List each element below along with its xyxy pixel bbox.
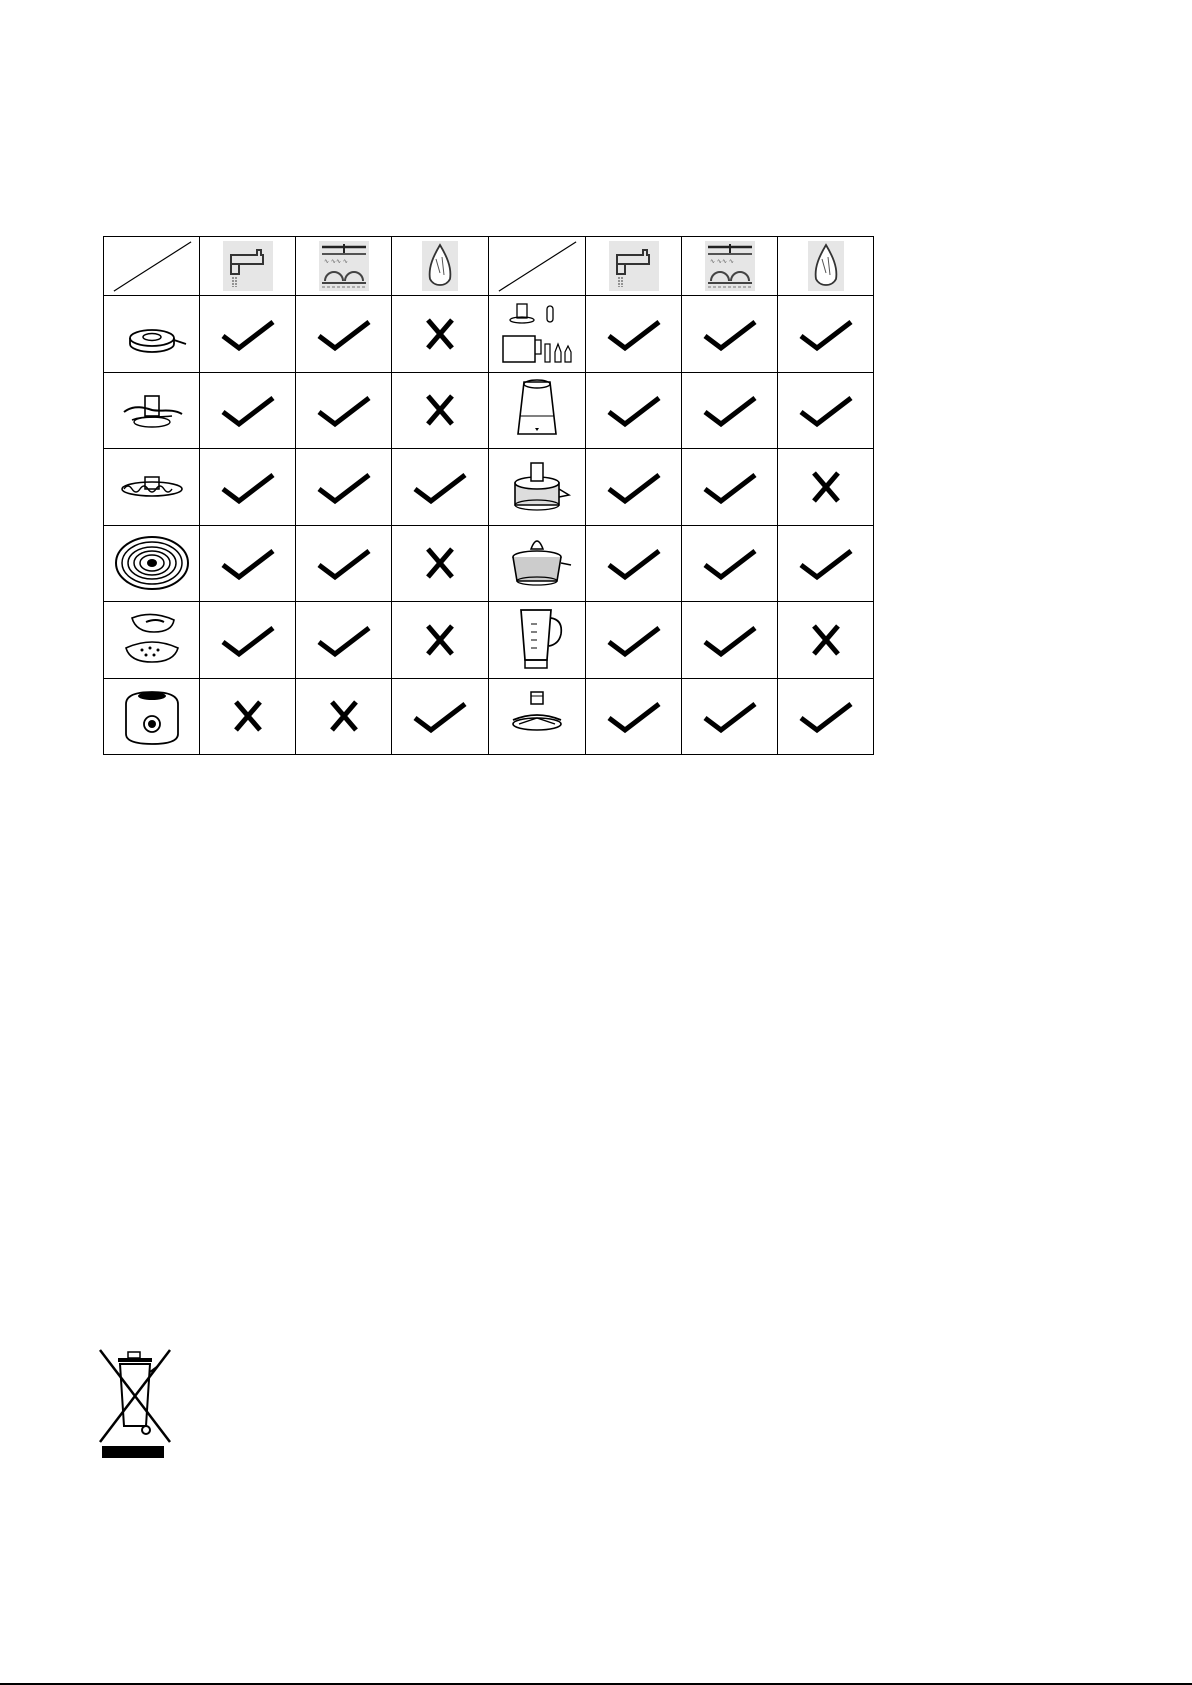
table-row xyxy=(104,602,874,679)
motor-base-icon xyxy=(104,678,200,755)
dishwasher-icon xyxy=(705,241,755,291)
cross-mark xyxy=(296,678,392,755)
check-mark xyxy=(682,602,778,679)
header-cell-tap-right xyxy=(586,237,682,296)
check-mark xyxy=(296,525,392,602)
check-mark xyxy=(296,372,392,449)
cross-mark xyxy=(392,372,489,449)
check-mark xyxy=(296,449,392,526)
tap-rinse-icon xyxy=(609,241,659,291)
check-mark xyxy=(778,372,874,449)
check-mark xyxy=(586,296,682,373)
header-cell-cloth xyxy=(392,237,489,296)
cross-mark xyxy=(392,525,489,602)
check-mark xyxy=(200,449,296,526)
header-cell-dishwasher xyxy=(296,237,392,296)
cross-mark xyxy=(778,602,874,679)
check-mark xyxy=(586,602,682,679)
grinder-jar-icon xyxy=(489,372,586,449)
check-mark xyxy=(200,602,296,679)
cross-mark xyxy=(778,449,874,526)
check-mark xyxy=(682,449,778,526)
table-row xyxy=(104,678,874,755)
crossed-out-wheelie-bin-icon xyxy=(96,1346,176,1460)
check-mark xyxy=(586,525,682,602)
check-mark xyxy=(200,296,296,373)
slicing-inserts-icon xyxy=(104,602,200,679)
header-cell-tap xyxy=(200,237,296,296)
svg-text:∿ ∿∿ ∿: ∿ ∿∿ ∿ xyxy=(323,258,348,265)
dishwasher-icon xyxy=(319,241,369,291)
coupling-ring-icon xyxy=(104,296,200,373)
check-mark xyxy=(682,525,778,602)
check-mark xyxy=(682,372,778,449)
table-header-row xyxy=(104,237,874,296)
header-cell-cloth-right xyxy=(778,237,874,296)
check-mark xyxy=(392,678,489,755)
whisk-disc-icon xyxy=(104,449,200,526)
care-table-wrapper xyxy=(103,236,873,754)
processor-bowl-set-icon xyxy=(489,296,586,373)
check-mark xyxy=(778,525,874,602)
table-row xyxy=(104,296,874,373)
damp-cloth-icon xyxy=(808,241,844,291)
check-mark xyxy=(778,678,874,755)
damp-cloth-icon xyxy=(422,241,458,291)
cross-mark xyxy=(392,296,489,373)
tap-rinse-icon xyxy=(223,241,273,291)
cross-mark xyxy=(392,602,489,679)
cleaning-care-table xyxy=(103,236,874,755)
blender-blade-unit-icon xyxy=(489,678,586,755)
grating-disc-icon xyxy=(104,525,200,602)
citrus-press-icon xyxy=(489,525,586,602)
check-mark xyxy=(586,449,682,526)
table-row xyxy=(104,372,874,449)
svg-text:∿ ∿∿ ∿: ∿ ∿∿ ∿ xyxy=(709,258,734,265)
blender-jug-icon xyxy=(489,602,586,679)
cross-mark xyxy=(200,678,296,755)
check-mark xyxy=(682,296,778,373)
check-mark xyxy=(682,678,778,755)
header-cell-dishwasher-right xyxy=(682,237,778,296)
check-mark xyxy=(392,449,489,526)
check-mark xyxy=(586,372,682,449)
check-mark xyxy=(200,525,296,602)
chopping-blade-icon xyxy=(104,372,200,449)
juicer-attachment-icon xyxy=(489,449,586,526)
corner-diagonal-cell-right xyxy=(489,237,586,296)
check-mark xyxy=(296,602,392,679)
check-mark xyxy=(586,678,682,755)
check-mark xyxy=(296,296,392,373)
table-row xyxy=(104,525,874,602)
corner-diagonal-cell xyxy=(104,237,200,296)
table-row xyxy=(104,449,874,526)
check-mark xyxy=(200,372,296,449)
check-mark xyxy=(778,296,874,373)
